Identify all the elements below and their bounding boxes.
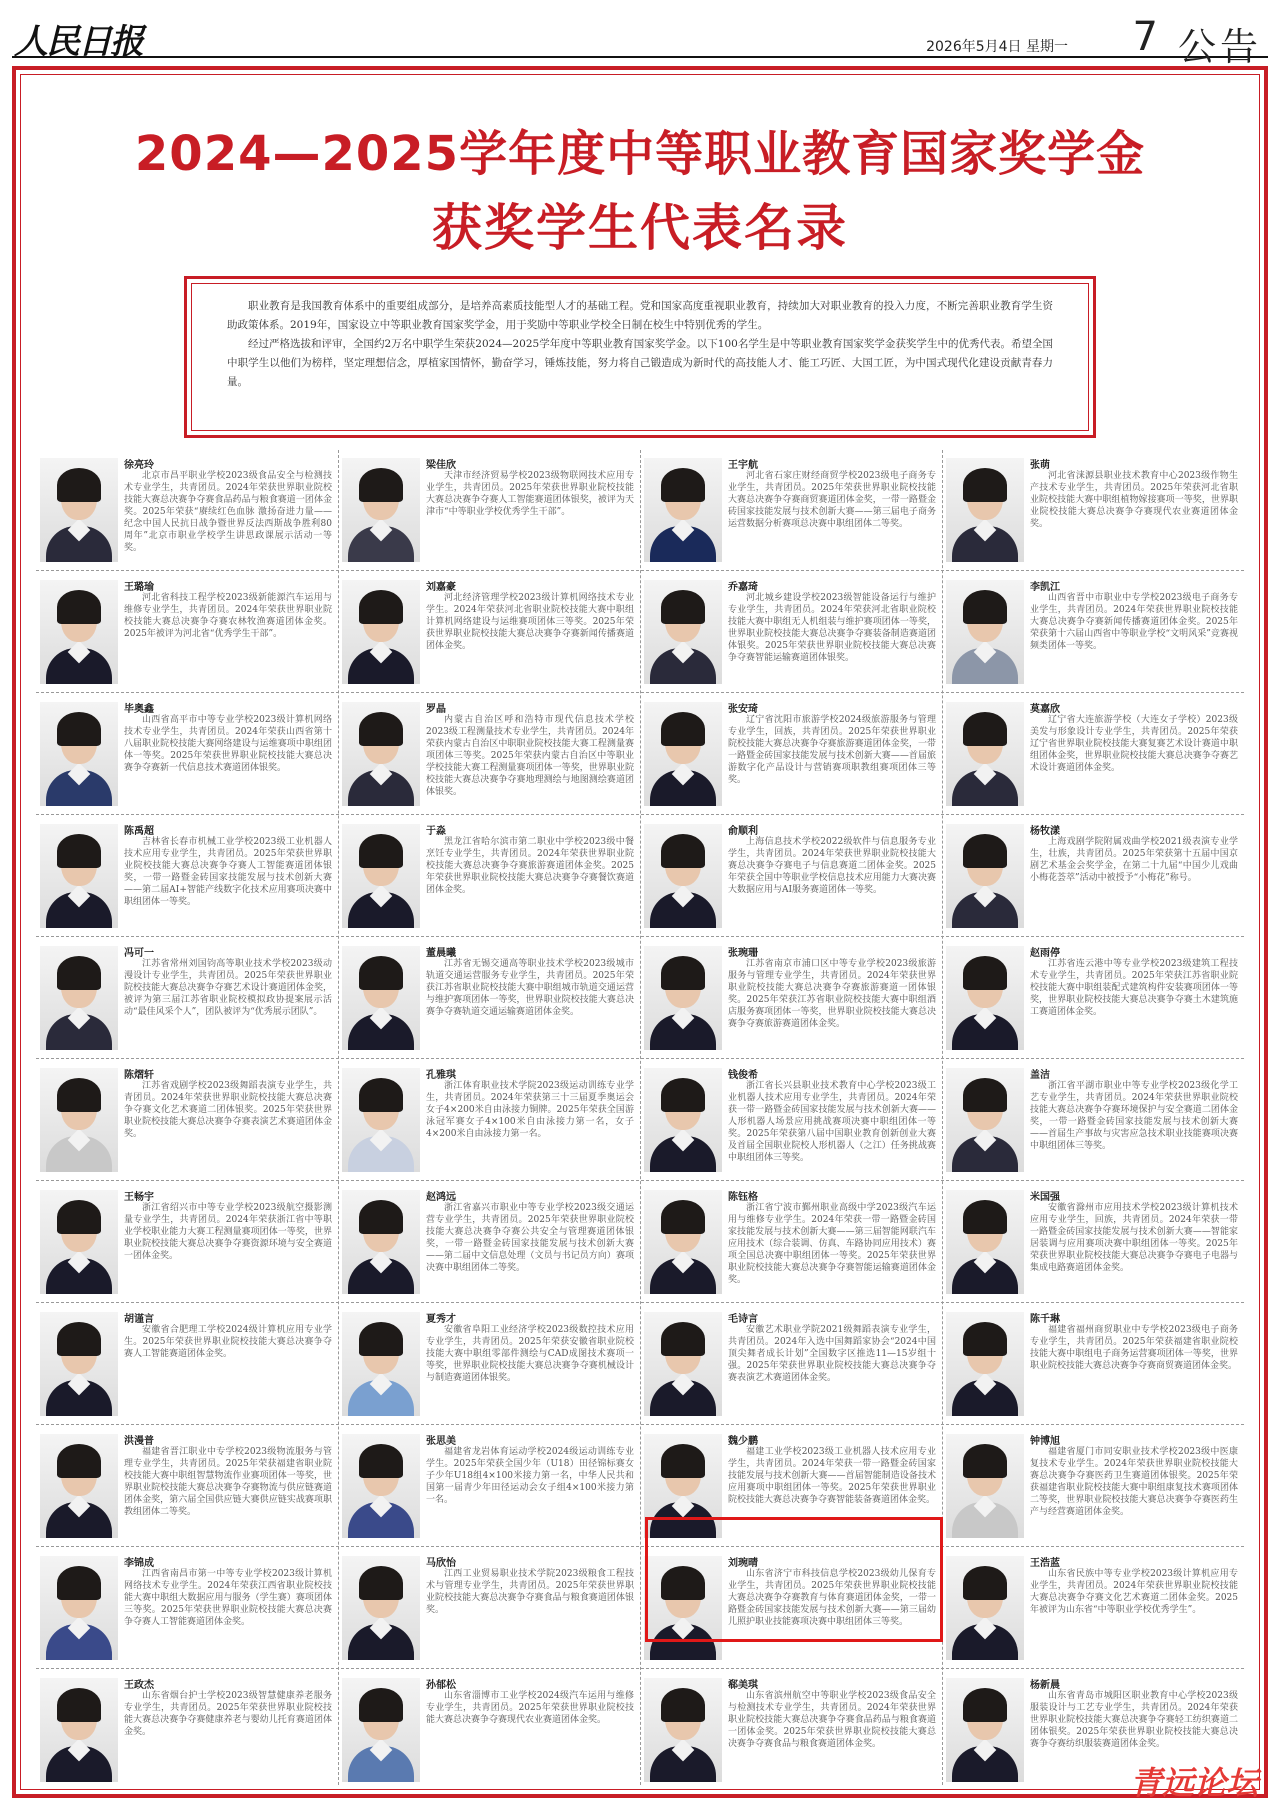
page-number: 7 (1132, 14, 1158, 60)
student-card (640, 1060, 942, 1182)
photo-hair (661, 712, 705, 746)
student-card (338, 1060, 640, 1182)
student-name: 张琬珊 (728, 948, 758, 959)
student-photo (946, 580, 1024, 684)
student-name: 盖洁 (1030, 1070, 1050, 1081)
photo-hair (359, 590, 403, 624)
photo-hair (57, 712, 101, 746)
student-name: 张思美 (426, 1436, 456, 1447)
student-name: 孙郁松 (426, 1680, 456, 1691)
student-name: 乔嘉琦 (728, 582, 758, 593)
student-description: 福建省晋江职业中专学校2023级物流服务与管理专业学生，共青团员。2025年荣获福建省职业院校技能大赛中职组智慧物流作业赛项团体一等奖，世界职业院校技能大赛总决赛争夺赛物流与供应链赛道团体金奖，第六届全国供应链大赛供应链实战赛项职教组团体二等奖。 (124, 1447, 332, 1517)
photo-hair (57, 1688, 101, 1722)
student-photo (342, 1068, 420, 1172)
student-description: 福建工业学校2023级工业机器人技术应用专业学生，共青团员。2024年荣获一带一路暨金砖国家技能发展与技术创新大赛——首届智能制造设备技术应用赛项中职组团体一等奖。2025年荣获世界职业院校技能大赛总决赛争夺赛智能装备赛道团体金奖。 (728, 1447, 936, 1505)
photo-hair (661, 834, 705, 868)
student-card (640, 1182, 942, 1304)
student-card (338, 694, 640, 816)
student-photo (644, 580, 722, 684)
student-description: 福建省福州商贸职业中专学校2023级电子商务专业学生，共青团员。2025年荣获福建省职业院校技能大赛中职组电子商务运营赛项团体一等奖，世界职业院校技能大赛总决赛争夺赛商贸赛道团体金奖。 (1030, 1325, 1238, 1371)
page-subtitle: 获奖学生代表名录 (432, 199, 848, 257)
student-card (338, 938, 640, 1060)
student-name: 马欣怡 (426, 1558, 456, 1569)
student-description: 浙江省长兴县职业技术教育中心学校2023级工业机器人技术应用专业学生，共青团员。2024年荣获一带一路暨金砖国家技能发展与技术创新大赛——人形机器人场景应用挑战赛项决赛中职组团体一等奖。2025年荣获第八届中国职业教育创新创业大赛及首届全国职业院校人形机器人（之江）任务挑战赛中职组团体三等奖。 (728, 1081, 936, 1163)
student-description: 福建省厦门市同安职业技术学校2023级中医康复技术专业学生。2024年荣获世界职业院校技能大赛总决赛争夺赛医药卫生赛道团体银奖。2025年荣获福建省职业院校技能大赛中职组康复技术赛项团体二等奖，世界职业院校技能大赛总决赛争夺赛医药生产与经营赛道团体金奖。 (1030, 1447, 1238, 1517)
student-description: 安徽省滁州市应用技术学校2023级计算机技术应用专业学生，回族，共青团员。2024年荣获一带一路暨金砖国家技能发展与技术创新大赛——智能家居装调与应用赛项决赛中职组团体一等奖。2025年荣获世界职业院校技能大赛总决赛争夺赛电子电器与集成电路赛道团体金奖。 (1030, 1203, 1238, 1273)
student-card (36, 1304, 338, 1426)
photo-hair (963, 1200, 1007, 1234)
student-name: 徐亮玲 (124, 460, 154, 471)
student-card (942, 938, 1244, 1060)
student-card (942, 1304, 1244, 1426)
photo-hair (57, 1200, 101, 1234)
student-card (338, 816, 640, 938)
student-description: 山西省晋中市职业中专学校2023级电子商务专业学生，共青团员。2024年荣获世界职业院校技能大赛总决赛争夺赛新闻传播赛道团体金奖。2025年荣获第十六届山西省中等职业学校“文明风采”竞赛视频类团体一等奖。 (1030, 593, 1238, 651)
student-photo (40, 1678, 118, 1782)
student-card (942, 1548, 1244, 1670)
student-name: 罗晶 (426, 704, 446, 715)
photo-hair (359, 1444, 403, 1478)
student-name: 陈禹超 (124, 826, 154, 837)
photo-hair (359, 834, 403, 868)
student-card (338, 1426, 640, 1548)
student-photo (342, 946, 420, 1050)
student-card (36, 1670, 338, 1792)
student-name: 洪漫普 (124, 1436, 154, 1447)
student-description: 浙江省平湖市职业中等专业学校2023级化学工艺专业学生，共青团员。2024年荣获世界职业院校技能大赛总决赛争夺赛环境保护与安全赛道二团体金奖，一带一路暨金砖国家技能发展与技术创新大赛——首届生产事故与灾害应急技术职业技能赛项决赛中职组团体三等奖。 (1030, 1081, 1238, 1151)
student-card (640, 1304, 942, 1426)
student-card (942, 1426, 1244, 1548)
student-card (36, 450, 338, 572)
intro-box (184, 276, 1096, 438)
student-photo (644, 702, 722, 806)
student-name: 陈熠轩 (124, 1070, 154, 1081)
student-name: 杨牧漾 (1030, 826, 1060, 837)
student-photo (644, 1312, 722, 1416)
issue-date: 2026年5月4日 星期一 (926, 39, 1068, 55)
student-photo (946, 702, 1024, 806)
student-description: 山东省滨州航空中等职业学校2023级食品安全与检测技术专业学生，共青团员。2024年荣获世界职业院校技能大赛总决赛争夺赛食品药品与粮食赛道一团体金奖。2025年荣获世界职业院校技能大赛总决赛争夺赛食品与粮食赛道团体金奖。 (728, 1691, 936, 1749)
photo-hair (963, 956, 1007, 990)
student-name: 毛诗言 (728, 1314, 758, 1325)
student-card (338, 572, 640, 694)
student-name: 李凯江 (1030, 582, 1060, 593)
student-description: 山东省济宁市科技信息学校2023级幼儿保育专业学生，共青团员。2025年荣获世界职业院校技能大赛总决赛争夺赛教育与体育赛道团体金奖，一带一路暨金砖国家技能发展与技术创新大赛——第三届幼儿照护职业技能赛项决赛中职组团体三等奖。 (728, 1569, 936, 1627)
student-card (36, 694, 338, 816)
student-card (338, 1548, 640, 1670)
student-photo (342, 458, 420, 562)
photo-hair (963, 1688, 1007, 1722)
student-name: 张萌 (1030, 460, 1050, 471)
photo-hair (57, 1566, 101, 1600)
student-photo (946, 1434, 1024, 1538)
student-description: 内蒙古自治区呼和浩特市现代信息技术学校2023级工程测量技术专业学生，共青团员。2024年荣获内蒙古自治区中职职业院校技能大赛工程测量赛项团体三等奖。2025年荣获内蒙古自治区中等职业学校技能大赛工程测量赛项团体一等奖，世界职业院校技能大赛总决赛争夺赛地理测绘与地图测绘赛道团体银奖。 (426, 715, 634, 797)
student-photo (40, 1434, 118, 1538)
student-description: 江苏省连云港中等专业学校2023级建筑工程技术专业学生，共青团员。2025年荣获江苏省职业院校技能大赛中职组装配式建筑构件安装赛项团体一等奖，世界职业院校技能大赛总决赛争夺赛土木建筑施工赛道团体金奖。 (1030, 959, 1238, 1017)
student-photo (342, 1678, 420, 1782)
photo-hair (661, 956, 705, 990)
photo-hair (963, 468, 1007, 502)
student-card (338, 1670, 640, 1792)
student-photo (40, 946, 118, 1050)
photo-hair (359, 956, 403, 990)
student-name: 陈钰格 (728, 1192, 758, 1203)
student-name: 杨新晨 (1030, 1680, 1060, 1691)
student-photo (342, 1556, 420, 1660)
student-description: 辽宁省大连旅游学校（大连女子学校）2023级美发与形象设计专业学生，共青团员。2025年荣获辽宁省世界职业院校技能大赛复赛艺术设计赛道中职组团体金奖，世界职业院校技能大赛总决赛争夺赛艺术设计赛道团体金奖。 (1030, 715, 1238, 773)
student-photo (40, 824, 118, 928)
photo-hair (963, 712, 1007, 746)
photo-hair (57, 590, 101, 624)
student-photo (644, 1678, 722, 1782)
student-name: 钟博旭 (1030, 1436, 1060, 1447)
student-description: 江苏省南京市浦口区中等专业学校2023级旅游服务与管理专业学生，共青团员。2024年荣获世界职业院校技能大赛总决赛争夺赛旅游赛道一团体银奖。2025年荣获江苏省职业院校技能大赛中职组酒店服务赛项团体一等奖，世界职业院校技能大赛总决赛争夺赛旅游赛道团体金奖。 (728, 959, 936, 1029)
student-description: 江苏省常州刘国钧高等职业技术学校2023级动漫设计专业学生，共青团员。2025年荣获世界职业院校技能大赛总决赛争夺赛艺术设计赛道团体金奖，被评为第三届江苏省职业院校模拟政协提案展示活动“最佳风采个人”，团队被评为“优秀展示团队”。 (124, 959, 332, 1017)
student-name: 张安琦 (728, 704, 758, 715)
student-photo (946, 1190, 1024, 1294)
student-description: 江西省南昌市第一中等专业学校2023级计算机网络技术专业学生。2024年荣获江西省职业院校技能大赛中职组大数据应用与服务（学生赛）赛项团体三等奖。2025年荣获世界职业院校技能大赛总决赛争夺赛人工智能赛道团体金奖。 (124, 1569, 332, 1627)
student-name: 魏少鹏 (728, 1436, 758, 1447)
student-photo (40, 458, 118, 562)
student-card (640, 938, 942, 1060)
student-photo (946, 1312, 1024, 1416)
student-photo (40, 580, 118, 684)
student-name: 孔雅琪 (426, 1070, 456, 1081)
student-photo (342, 580, 420, 684)
student-name: 毕奥鑫 (124, 704, 154, 715)
photo-hair (359, 1688, 403, 1722)
student-description: 山东省烟台护士学校2023级智慧健康养老服务专业学生，共青团员。2025年荣获世界职业院校技能大赛总决赛争夺赛健康养老与婴幼儿托育赛道团体金奖。 (124, 1691, 332, 1737)
student-name: 冯可一 (124, 948, 154, 959)
student-card (640, 572, 942, 694)
student-description: 河北省石家庄财经商贸学校2023级电子商务专业学生，共青团员。2025年荣获世界职业院校技能大赛总决赛争夺赛商贸赛道团体金奖，一带一路暨金砖国家技能发展与技术创新大赛——第三届电子商务运营数据分析赛项总决赛中职组团体二等奖。 (728, 471, 936, 529)
student-description: 上海信息技术学校2022级软件与信息服务专业学生，共青团员。2024年荣获世界职业院校技能大赛总决赛争夺赛电子与信息赛道二团体金奖。2025年荣获全国中等职业学校信息技术应用能力大赛决赛大数据应用与AI服务赛道团体一等奖。 (728, 837, 936, 895)
student-card (36, 1548, 338, 1670)
student-name: 赵雨停 (1030, 948, 1060, 959)
student-card (942, 1060, 1244, 1182)
student-photo (946, 946, 1024, 1050)
student-description: 安徽省合肥理工学校2024级计算机应用专业学生。2025年荣获世界职业院校技能大赛总决赛争夺赛人工智能赛道团体金奖。 (124, 1325, 332, 1359)
highlight-box (645, 1517, 943, 1642)
photo-hair (359, 1078, 403, 1112)
student-name: 莫嘉欣 (1030, 704, 1060, 715)
student-card (36, 572, 338, 694)
student-photo (946, 824, 1024, 928)
student-photo (644, 458, 722, 562)
student-description: 河北省涞源县职业技术教育中心2023级作物生产技术专业学生，共青团员。2025年荣获河北省职业院校技能大赛中职组植物嫁接赛项一等奖，世界职业院校技能大赛总决赛争夺赛现代农业赛道团体金奖。 (1030, 471, 1238, 529)
student-photo (342, 824, 420, 928)
student-description: 上海戏剧学院附属戏曲学校2021级表演专业学生，壮族，共青团员。2025年荣获第十五届中国京剧艺术基金会奖学金，在第二十九届“中国少儿戏曲小梅花荟萃”活动中被授予“小梅花”称号。 (1030, 837, 1238, 883)
student-card (942, 572, 1244, 694)
student-card (942, 816, 1244, 938)
student-description: 浙江省宁波市鄞州职业高级中学2023级汽车运用与维修专业学生。2024年荣获一带一路暨金砖国家技能发展与技术创新大赛——第三届智能网联汽车应用技术（综合装调、仿真、车路协同应用技术）赛项全国总决赛中职组团体一等奖。2025年荣获世界职业院校技能大赛总决赛争夺赛智能运输赛道团体金奖。 (728, 1203, 936, 1285)
student-description: 浙江省嘉兴市职业中等专业学校2023级交通运营专业学生，共青团员。2025年荣获世界职业院校技能大赛总决赛争夺赛公共安全与管理赛道团体银奖，一带一路暨金砖国家技能发展与技术创新大赛——第二届中文信息处理（文员与书记员方向）赛项决赛中职组团体二等奖。 (426, 1203, 634, 1273)
photo-hair (57, 834, 101, 868)
student-name: 郗美琪 (728, 1680, 758, 1691)
student-description: 安徽艺术职业学院2021级舞蹈表演专业学生，共青团员。2024年入选中国舞蹈家协会“2024中国顶尖舞者成长计划”全国数字区推选11—15岁组十强。2025年荣获世界职业院校技能大赛总决赛争夺赛表演艺术赛道团体金奖。 (728, 1325, 936, 1383)
student-description: 江苏省无锡交通高等职业技术学校2023级城市轨道交通运营服务专业学生，共青团员。2025年荣获江苏省职业院校技能大赛中职组城市轨道交通运营与维护赛项团体一等奖，世界职业院校技能大赛总决赛争夺赛轨道交通运输赛道团体金奖。 (426, 959, 634, 1017)
photo-hair (661, 1078, 705, 1112)
photo-hair (661, 590, 705, 624)
student-description: 河北城乡建设学校2023级智能设备运行与维护专业学生，共青团员。2024年荣获河北省职业院校技能大赛中职组无人机组装与维护赛项团体一等奖，世界职业院校技能大赛总决赛争夺赛装备制造赛道团体银奖。2025年荣获世界职业院校技能大赛总决赛争夺赛智能运输赛道团体银奖。 (728, 593, 936, 663)
student-card (640, 1670, 942, 1792)
photo-hair (661, 1200, 705, 1234)
student-description: 浙江体育职业技术学院2023级运动训练专业学生，共青团员。2024年荣获第三十三届夏季奥运会女子4×200米自由泳接力铜牌。2025年荣获全国游泳冠军赛女子4×100米自由泳接力第一名，女子4×200米自由泳接力第一名。 (426, 1081, 634, 1139)
student-name: 米国强 (1030, 1192, 1060, 1203)
student-card (36, 1426, 338, 1548)
photo-hair (359, 1566, 403, 1600)
photo-hair (359, 1322, 403, 1356)
intro-paragraph-2: 经过严格选拔和评审，全国约2万名中职学生荣获2024—2025学年度中等职业教育国家奖学金。以下100名学生是中等职业教育国家奖学金获奖学生中的优秀代表。希望全国中职学生以他们为榜样，坚定理想信念，厚植家国情怀，勤奋学习，锤炼技能，努力将自己锻造成为新时代的高技能人才、能工巧匠、大国工匠，为中国式现代化建设贡献青春力量。 (227, 338, 1053, 388)
student-name: 董晨曦 (426, 948, 456, 959)
student-card (36, 816, 338, 938)
student-card (36, 1060, 338, 1182)
student-description: 北京市昌平职业学校2023级食品安全与检测技术专业学生，共青团员。2024年荣获世界职业院校技能大赛总决赛争夺赛食品药品与粮食赛道一团体金奖。2025年荣获“赓续红色血脉 激扬奋进力量——纪念中国人民抗日战争暨世界反法西斯战争胜利80周年”北京市职业学校学生讲思政课展示活动一等奖。 (124, 471, 332, 553)
student-photo (40, 1068, 118, 1172)
student-description: 山西省高平市中等专业学校2023级计算机网络技术专业学生，共青团员。2024年荣获山西省第十八届职业院校技能大赛网络建设与运维赛项中职组团体一等奖。2025年荣获世界职业院校技能大赛总决赛争夺赛新一代信息技术赛道团体银奖。 (124, 715, 332, 773)
student-name: 李锦成 (124, 1558, 154, 1569)
student-photo (342, 702, 420, 806)
student-description: 吉林省长春市机械工业学校2023级工业机器人技术应用专业学生，共青团员。2025年荣获世界职业院校技能大赛总决赛争夺赛人工智能赛道团体银奖，一带一路暨金砖国家技能发展与技术创新大赛——第二届AI+智能产线数字化技术应用赛项决赛中职组团体一等奖。 (124, 837, 332, 907)
student-card (640, 450, 942, 572)
student-card (36, 1182, 338, 1304)
intro-paragraph-1: 职业教育是我国教育体系中的重要组成部分，是培养高素质技能型人才的基础工程。党和国家高度重视职业教育，持续加大对职业教育的投入力度，不断完善职业教育学生资助政策体系。2019年，国家设立中等职业教育国家奖学金，用于奖励中等职业学校全日制在校生中特别优秀的学生。 (227, 300, 1053, 331)
student-card (942, 450, 1244, 572)
photo-hair (359, 1200, 403, 1234)
photo-hair (57, 1444, 101, 1478)
student-description: 黑龙江省哈尔滨市第二职业中学校2023级中餐烹饪专业学生，共青团员。2024年荣获世界职业院校技能大赛总决赛争夺赛旅游赛道团体金奖。2025年荣获世界职业院校技能大赛总决赛争夺赛餐饮赛道团体金奖。 (426, 837, 634, 895)
student-photo (342, 1434, 420, 1538)
student-photo (40, 702, 118, 806)
student-description: 福建省龙岩体育运动学校2024级运动训练专业学生。2025年荣获全国少年（U18）田径锦标赛女子少年U18组4×100米接力第一名，中华人民共和国第一届青少年田径运动会女子组4×100米接力第一名。 (426, 1447, 634, 1505)
student-card (640, 694, 942, 816)
student-photo (644, 824, 722, 928)
student-description: 山东省青岛市城阳区职业教育中心学校2023级服装设计与工艺专业学生，共青团员。2024年荣获世界职业院校技能大赛总决赛争夺赛轻工纺织赛道二团体银奖。2025年荣获世界职业院校技能大赛总决赛争夺赛纺织服装赛道团体金奖。 (1030, 1691, 1238, 1749)
student-description: 江苏省戏剧学校2023级舞蹈表演专业学生，共青团员。2024年荣获世界职业院校技能大赛总决赛争夺赛文化艺术赛道二团体银奖。2025年荣获世界职业院校技能大赛总决赛争夺赛表演艺术赛道团体金奖。 (124, 1081, 332, 1139)
student-name: 俞顺利 (728, 826, 758, 837)
section-name: 公告 (1177, 25, 1262, 69)
student-card (640, 816, 942, 938)
photo-hair (57, 1322, 101, 1356)
student-name: 夏秀才 (426, 1314, 456, 1325)
student-description: 辽宁省沈阳市旅游学校2024级旅游服务与管理专业学生，回族，共青团员。2025年荣获世界职业院校技能大赛总决赛争夺赛旅游赛道团体金奖，一带一路暨金砖国家技能发展与技术创新大赛——首届旅游数字化产品设计与营销赛项职教组赛项团体三等奖。 (728, 715, 936, 785)
student-name: 胡谨言 (124, 1314, 154, 1325)
student-photo (644, 1190, 722, 1294)
photo-hair (661, 1322, 705, 1356)
student-photo (946, 1556, 1024, 1660)
student-photo (40, 1312, 118, 1416)
student-name: 梁佳欣 (426, 460, 456, 471)
student-card (942, 694, 1244, 816)
student-name: 王璐瑜 (124, 582, 154, 593)
student-description: 河北经济管理学校2023级计算机网络技术专业学生。2024年荣获河北省职业院校技能大赛中职组计算机网络建设与运维赛项团体三等奖。2025年荣获世界职业院校技能大赛总决赛争夺赛新闻传播赛道团体金奖。 (426, 593, 634, 651)
photo-hair (963, 1322, 1007, 1356)
student-photo (342, 1312, 420, 1416)
student-description: 浙江省绍兴市中等专业学校2023级航空摄影测量专业学生，共青团员。2024年荣获浙江省中等职业学校职业能力大赛工程测量赛项团体一等奖，世界职业院校技能大赛总决赛争夺赛资源环境与安全赛道一团体金奖。 (124, 1203, 332, 1261)
photo-hair (661, 1688, 705, 1722)
student-card (338, 1304, 640, 1426)
student-photo (644, 1068, 722, 1172)
student-description: 江西工业贸易职业技术学院2023级粮食工程技术与管理专业学生，共青团员。2025年荣获世界职业院校技能大赛总决赛争夺赛食品与粮食赛道团体银奖。 (426, 1569, 634, 1615)
student-photo (644, 946, 722, 1050)
student-description: 山东省民族中等专业学校2023级计算机应用专业学生，共青团员。2024年荣获世界职业院校技能大赛总决赛争夺赛文化艺术赛道二团体金奖。2025年被评为山东省“中等职业学校优秀学生”。 (1030, 1569, 1238, 1615)
student-photo (946, 458, 1024, 562)
student-name: 王畅宇 (124, 1192, 154, 1203)
masthead (12, 10, 1268, 69)
student-name: 王宇航 (728, 460, 758, 471)
photo-hair (359, 712, 403, 746)
student-grid (36, 450, 1244, 1785)
student-photo (946, 1068, 1024, 1172)
photo-hair (57, 956, 101, 990)
photo-hair (57, 1078, 101, 1112)
forum-watermark: 青远论坛 (1129, 1764, 1258, 1802)
student-description: 河北省科技工程学校2023级新能源汽车运用与维修专业学生，共青团员。2024年荣获世界职业院校技能大赛总决赛争夺赛农林牧渔赛道团体金奖。2025年被评为河北省“优秀学生干部”。 (124, 593, 332, 639)
student-photo (342, 1190, 420, 1294)
student-card (942, 1182, 1244, 1304)
student-description: 天津市经济贸易学校2023级物联网技术应用专业学生，共青团员。2025年荣获世界职业院校技能大赛总决赛争夺赛人工智能赛道团体银奖，被评为天津市“中等职业学校优秀学生干部”。 (426, 471, 634, 517)
student-name: 钱俊希 (728, 1070, 758, 1081)
student-card (338, 1182, 640, 1304)
photo-hair (661, 1444, 705, 1478)
photo-hair (57, 468, 101, 502)
photo-hair (661, 468, 705, 502)
student-card (36, 938, 338, 1060)
student-name: 刘嘉豪 (426, 582, 456, 593)
photo-hair (963, 1444, 1007, 1478)
page-title: 2024—2025学年度中等职业教育国家奖学金 (134, 126, 1146, 182)
student-photo (40, 1556, 118, 1660)
student-photo (946, 1678, 1024, 1782)
student-name: 陈千琳 (1030, 1314, 1060, 1325)
student-description: 山东省淄博市工业学校2024级汽车运用与维修专业学生，共青团员。2025年荣获世界职业院校技能大赛总决赛争夺赛现代农业赛道团体金奖。 (426, 1691, 634, 1725)
student-description: 安徽省阜阳工业经济学校2023级数控技术应用专业学生，共青团员。2025年荣获安徽省职业院校技能大赛中职组零部件测绘与CAD成图技术赛项一等奖，世界职业院校技能大赛总决赛争夺赛机械设计与制造赛道团体银奖。 (426, 1325, 634, 1383)
student-name: 赵鸿远 (426, 1192, 456, 1203)
photo-hair (963, 834, 1007, 868)
photo-hair (963, 1078, 1007, 1112)
student-name: 刘琬晴 (728, 1558, 758, 1569)
student-photo (40, 1190, 118, 1294)
student-name: 王政杰 (124, 1680, 154, 1691)
newspaper-logo: 人民日报 (14, 22, 142, 62)
photo-hair (359, 468, 403, 502)
photo-hair (963, 1566, 1007, 1600)
student-name: 王浩蓝 (1030, 1558, 1060, 1569)
student-card (338, 450, 640, 572)
photo-hair (963, 590, 1007, 624)
student-name: 于淼 (426, 826, 446, 837)
